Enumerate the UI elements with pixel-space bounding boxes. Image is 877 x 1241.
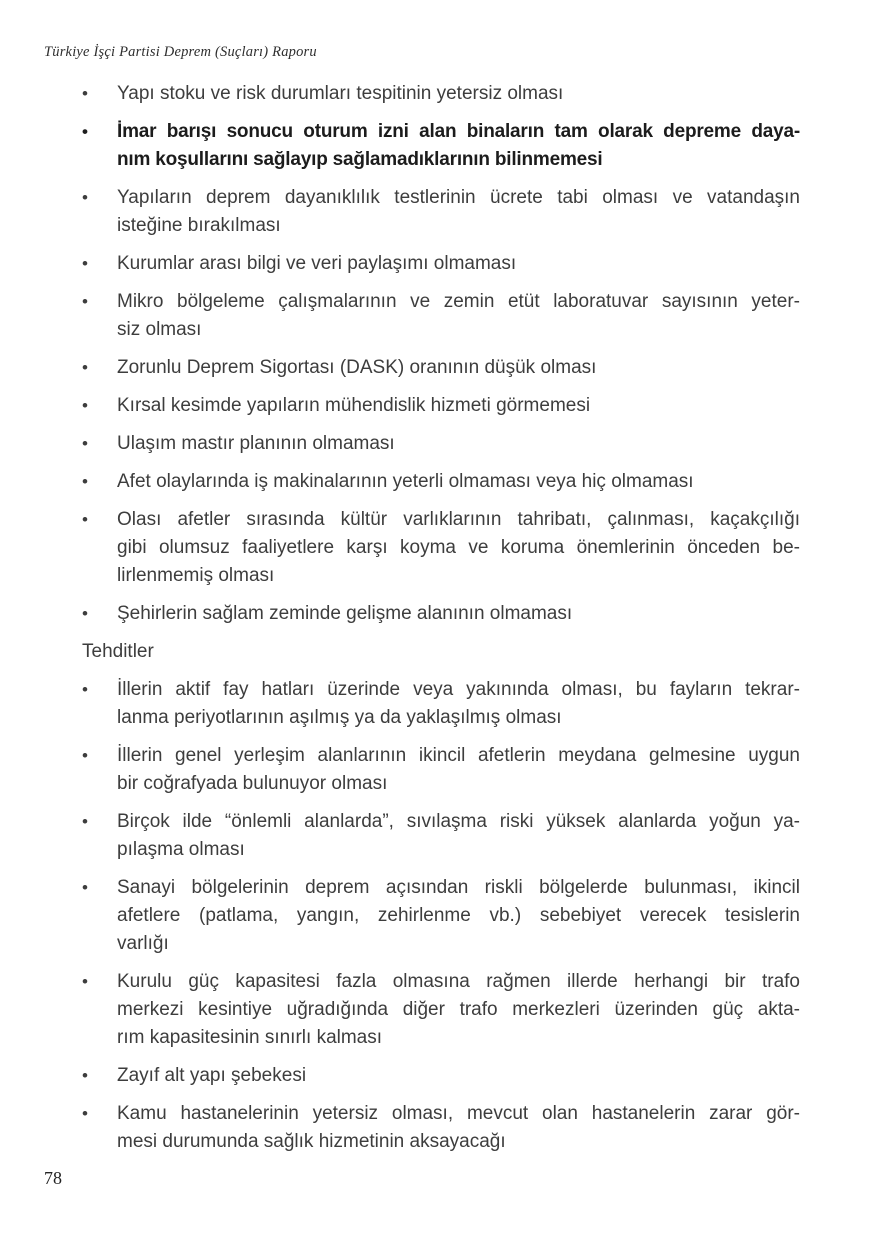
- bullet-icon: •: [82, 292, 88, 311]
- bullet-item: [82, 874, 800, 958]
- paragraph-text: [117, 676, 800, 732]
- text-line: rım kapasitesinin sınırlı kalması: [117, 1027, 383, 1048]
- bullet-item: [82, 676, 800, 732]
- bullet-item: [82, 288, 800, 344]
- text-line: Sanayi bölgelerinin deprem açısından riskli bölgelerde bulunması, ikincil: [117, 877, 800, 898]
- bullet-item: [82, 742, 800, 798]
- text-line: mesi durumunda sağlık hizmetinin aksayacağı: [117, 1131, 506, 1152]
- text-line: Yapıların deprem dayanıklılık testlerinin ücrete tabi olması ve vatandaşın: [117, 187, 800, 208]
- text-line: Kamu hastanelerinin yetersiz olması, mevcut olan hastanelerin zarar gör-: [117, 1103, 800, 1124]
- bullet-item: [82, 430, 800, 458]
- bullet-icon: •: [82, 472, 88, 491]
- bullet-icon: •: [82, 680, 88, 699]
- text-line: lirlenmemiş olması: [117, 565, 275, 586]
- paragraph-text: [117, 430, 800, 458]
- paragraph-text: [117, 1062, 800, 1090]
- text-line: Kırsal kesimde yapıların mühendislik hizmeti görmemesi: [117, 395, 591, 416]
- bullet-icon: •: [82, 1104, 88, 1123]
- bullet-icon: •: [82, 878, 88, 897]
- paragraph-text: [117, 250, 800, 278]
- text-line: siz olması: [117, 319, 202, 340]
- text-line: Mikro bölgeleme çalışmalarının ve zemin etüt laboratuvar sayısının yeter-: [117, 291, 800, 312]
- bullet-icon: •: [82, 604, 88, 623]
- bullet-icon: •: [82, 254, 88, 273]
- section-heading: [82, 638, 800, 666]
- text-line: Afet olaylarında iş makinalarının yeterli olmaması veya hiç olmaması: [117, 471, 694, 492]
- bullet-icon: •: [82, 434, 88, 453]
- paragraph-text: [117, 874, 800, 958]
- paragraph-text: [117, 808, 800, 864]
- paragraph-text: [117, 392, 800, 420]
- paragraph-text: [117, 184, 800, 240]
- bullet-item: [82, 1100, 800, 1156]
- text-line: merkezi kesintiye uğradığında diğer trafo merkezleri üzerinden güç akta-: [117, 999, 800, 1020]
- bullet-item: [82, 600, 800, 628]
- bullet-item: [82, 354, 800, 382]
- text-line: bir coğrafyada bulunuyor olması: [117, 773, 388, 794]
- text-line: Kurulu güç kapasitesi fazla olmasına rağmen illerde herhangi bir trafo: [117, 971, 800, 992]
- text-line: gibi olumsuz faaliyetlere karşı koyma ve koruma önemlerinin önceden be-: [117, 537, 800, 558]
- text-line: Tehditler: [82, 641, 154, 662]
- running-header: Türkiye İşçi Partisi Deprem (Suçları) Raporu: [44, 44, 317, 60]
- paragraph-text: [117, 354, 800, 382]
- paragraph-text: [117, 80, 800, 108]
- paragraph-text: [117, 968, 800, 1052]
- bullet-item: [82, 468, 800, 496]
- text-line: Birçok ilde “önlemli alanlarda”, sıvılaşma riski yüksek alanlarda yoğun ya-: [117, 811, 800, 832]
- bullet-icon: •: [82, 396, 88, 415]
- paragraph-text: [117, 1100, 800, 1156]
- text-line: Ulaşım mastır planının olmaması: [117, 433, 395, 454]
- bullet-item: [82, 808, 800, 864]
- text-line: varlığı: [117, 933, 169, 954]
- bullet-item: [82, 184, 800, 240]
- paragraph-text: [117, 288, 800, 344]
- bullet-item: [82, 392, 800, 420]
- bullet-item: [82, 80, 800, 108]
- bullet-item: [82, 1062, 800, 1090]
- paragraph-text: [117, 506, 800, 590]
- paragraph-text: [82, 638, 800, 666]
- paragraph-text: [117, 600, 800, 628]
- text-line: Yapı stoku ve risk durumları tespitinin yetersiz olması: [117, 83, 564, 104]
- text-line: Şehirlerin sağlam zeminde gelişme alanının olmaması: [117, 603, 573, 624]
- bullet-icon: •: [82, 84, 88, 103]
- paragraph-text: [117, 468, 800, 496]
- text-line: pılaşma olması: [117, 839, 245, 860]
- content: [82, 80, 800, 1166]
- bullet-icon: •: [82, 812, 88, 831]
- bullet-item: [82, 506, 800, 590]
- text-line: İllerin aktif fay hatları üzerinde veya yakınında olması, bu fayların tekrar-: [117, 679, 800, 700]
- text-line: lanma periyotlarının aşılmış ya da yaklaşılmış olması: [117, 707, 562, 728]
- text-line: Kurumlar arası bilgi ve veri paylaşımı olmaması: [117, 253, 517, 274]
- bullet-icon: •: [82, 510, 88, 529]
- bullet-icon: •: [82, 358, 88, 377]
- paragraph-text: [117, 118, 800, 174]
- bullet-icon: •: [82, 746, 88, 765]
- bullet-icon: •: [82, 972, 88, 991]
- bullet-icon: •: [82, 122, 88, 141]
- bullet-item: [82, 118, 800, 174]
- text-line: Zorunlu Deprem Sigortası (DASK) oranının düşük olması: [117, 357, 597, 378]
- text-line: Olası afetler sırasında kültür varlıklarının tahribatı, çalınması, kaçakçılığı: [117, 509, 800, 530]
- text-line: İllerin genel yerleşim alanlarının ikincil afetlerin meydana gelmesine uygun: [117, 745, 800, 766]
- bullet-item: [82, 250, 800, 278]
- bullet-item: [82, 968, 800, 1052]
- text-line: İmar barışı sonucu oturum izni alan binaların tam olarak depreme daya-: [117, 121, 800, 142]
- text-line: isteğine bırakılması: [117, 215, 281, 236]
- text-line: nım koşullarını sağlayıp sağlamadıklarının bilinmemesi: [117, 149, 603, 170]
- text-line: afetlere (patlama, yangın, zehirlenme vb.) sebebiyet verecek tesislerin: [117, 905, 800, 926]
- bullet-icon: •: [82, 188, 88, 207]
- bullet-icon: •: [82, 1066, 88, 1085]
- paragraph-text: [117, 742, 800, 798]
- page-number: 78: [44, 1168, 62, 1188]
- text-line: Zayıf alt yapı şebekesi: [117, 1065, 307, 1086]
